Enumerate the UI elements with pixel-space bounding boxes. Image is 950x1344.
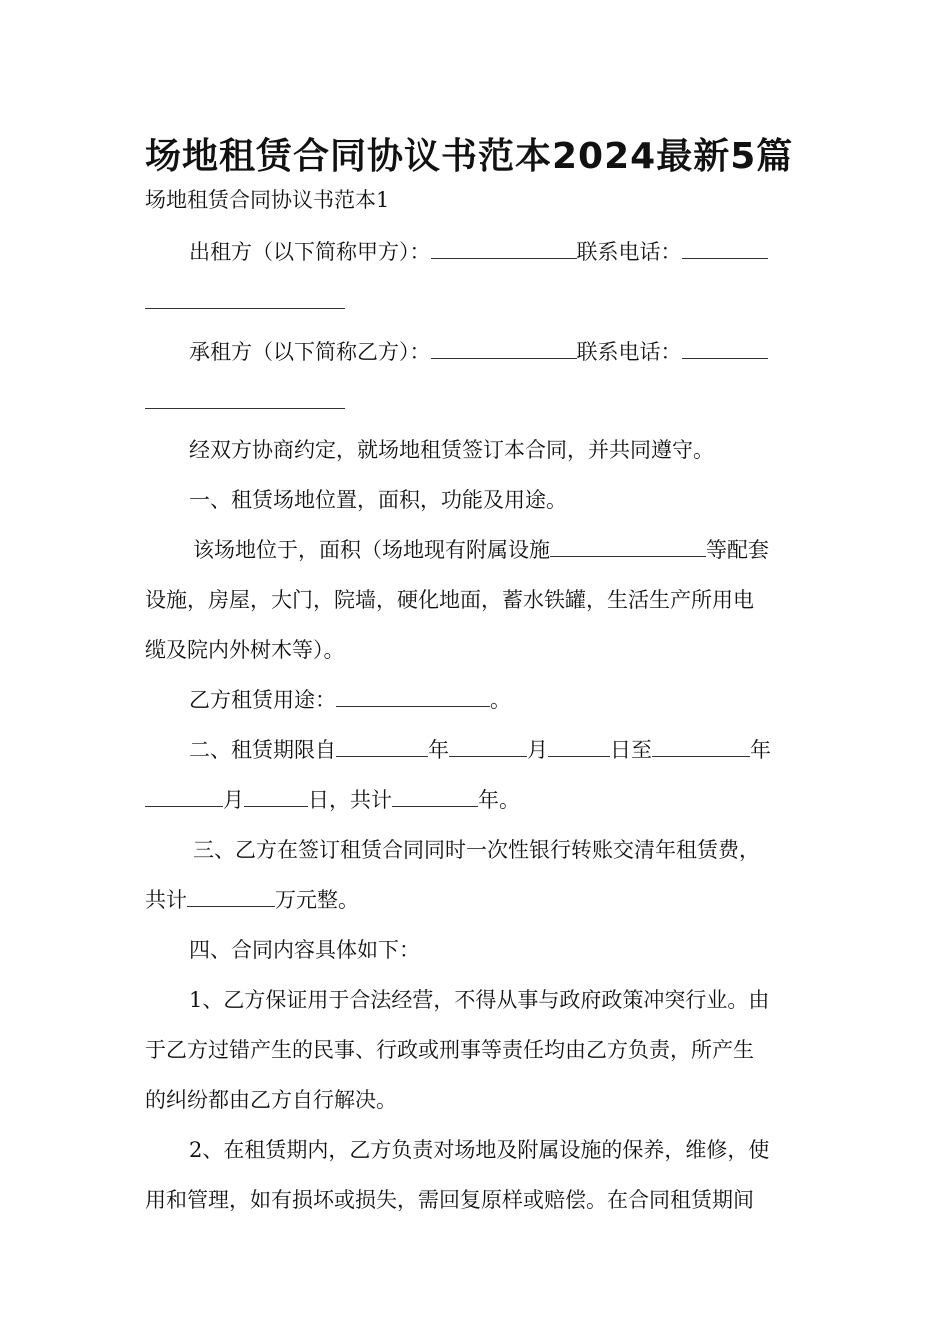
section1-para-line1 bbox=[193, 536, 769, 564]
end-year-blank bbox=[652, 736, 750, 757]
section3-total-label: 共计 bbox=[145, 888, 187, 912]
lessee-label: 承租方（以下简称乙方）： bbox=[189, 340, 431, 364]
lessor-phone-blank bbox=[682, 238, 768, 259]
start-day-blank bbox=[548, 736, 610, 757]
section2-line1 bbox=[189, 736, 771, 764]
day-to-label: 日至 bbox=[610, 738, 652, 762]
rent-amount-blank bbox=[187, 886, 275, 907]
start-year-blank bbox=[336, 736, 428, 757]
end-month-blank bbox=[145, 786, 223, 807]
section2-line2 bbox=[145, 786, 520, 814]
document-title: 场地租赁合同协议书范本2024最新5篇 bbox=[145, 136, 794, 177]
lessor-phone-blank-cont bbox=[145, 308, 345, 309]
item2-line1: 2、在租赁期内，乙方负责对场地及附属设施的保养，维修，使 bbox=[189, 1138, 770, 1162]
total-years-blank bbox=[392, 786, 478, 807]
section1-para-line2: 设施，房屋，大门，院墙，硬化地面，蓄水铁罐，生活生产所用电 bbox=[145, 588, 754, 612]
section1-text-a: 该场地位于，面积（场地现有附属设施 bbox=[193, 538, 550, 562]
lessor-label: 出租方（以下简称甲方）： bbox=[189, 240, 431, 264]
lessee-phone-blank bbox=[682, 338, 768, 359]
end-day-blank bbox=[244, 786, 308, 807]
section1-text-b: 等配套 bbox=[706, 538, 769, 562]
intro-paragraph: 经双方协商约定，就场地租赁签订本合同，并共同遵守。 bbox=[189, 438, 714, 462]
section1-para-line3: 缆及院内外树木等）。 bbox=[145, 638, 345, 662]
end-year-label: 年 bbox=[750, 738, 771, 762]
lessor-phone-label: 联系电话： bbox=[576, 240, 682, 264]
item1-line3: 的纠纷都由乙方自行解决。 bbox=[145, 1088, 397, 1112]
lessee-phone-label: 联系电话： bbox=[576, 340, 682, 364]
end-month-label: 月 bbox=[223, 788, 244, 812]
lessee-name-blank bbox=[431, 338, 577, 359]
item2-line2: 用和管理，如有损坏或损失，需回复原样或赔偿。在合同租赁期间 bbox=[145, 1188, 754, 1212]
lessee-line bbox=[189, 338, 768, 366]
section3-line2 bbox=[145, 886, 359, 914]
item1-line2: 于乙方过错产生的民事、行政或刑事等责任均由乙方负责，所产生 bbox=[145, 1038, 754, 1062]
section3-line1: 三、乙方在签订租赁合同同时一次性银行转账交清年租赁费， bbox=[193, 838, 760, 862]
section3-unit: 万元整。 bbox=[275, 888, 359, 912]
usage-line bbox=[189, 686, 511, 714]
usage-blank bbox=[336, 686, 490, 707]
section1-heading: 一、租赁场地位置，面积，功能及用途。 bbox=[189, 488, 567, 512]
day-total-label: 日，共计 bbox=[308, 788, 392, 812]
lessor-name-blank bbox=[431, 238, 577, 259]
section2-period: 。 bbox=[499, 788, 520, 812]
lessor-line bbox=[189, 238, 768, 266]
start-month-blank bbox=[449, 736, 527, 757]
section2-label: 二、租赁期限自 bbox=[189, 738, 336, 762]
lessee-phone-blank-cont bbox=[145, 408, 345, 409]
usage-label: 乙方租赁用途： bbox=[189, 688, 336, 712]
item1-line1: 1、乙方保证用于合法经营，不得从事与政府政策冲突行业。由 bbox=[189, 988, 770, 1012]
facilities-blank bbox=[550, 536, 706, 557]
usage-period: 。 bbox=[490, 688, 511, 712]
year-label: 年 bbox=[428, 738, 449, 762]
contract-subtitle: 场地租赁合同协议书范本1 bbox=[145, 188, 390, 212]
section4-heading: 四、合同内容具体如下： bbox=[189, 938, 420, 962]
month-label: 月 bbox=[527, 738, 548, 762]
total-year-label: 年 bbox=[478, 788, 499, 812]
